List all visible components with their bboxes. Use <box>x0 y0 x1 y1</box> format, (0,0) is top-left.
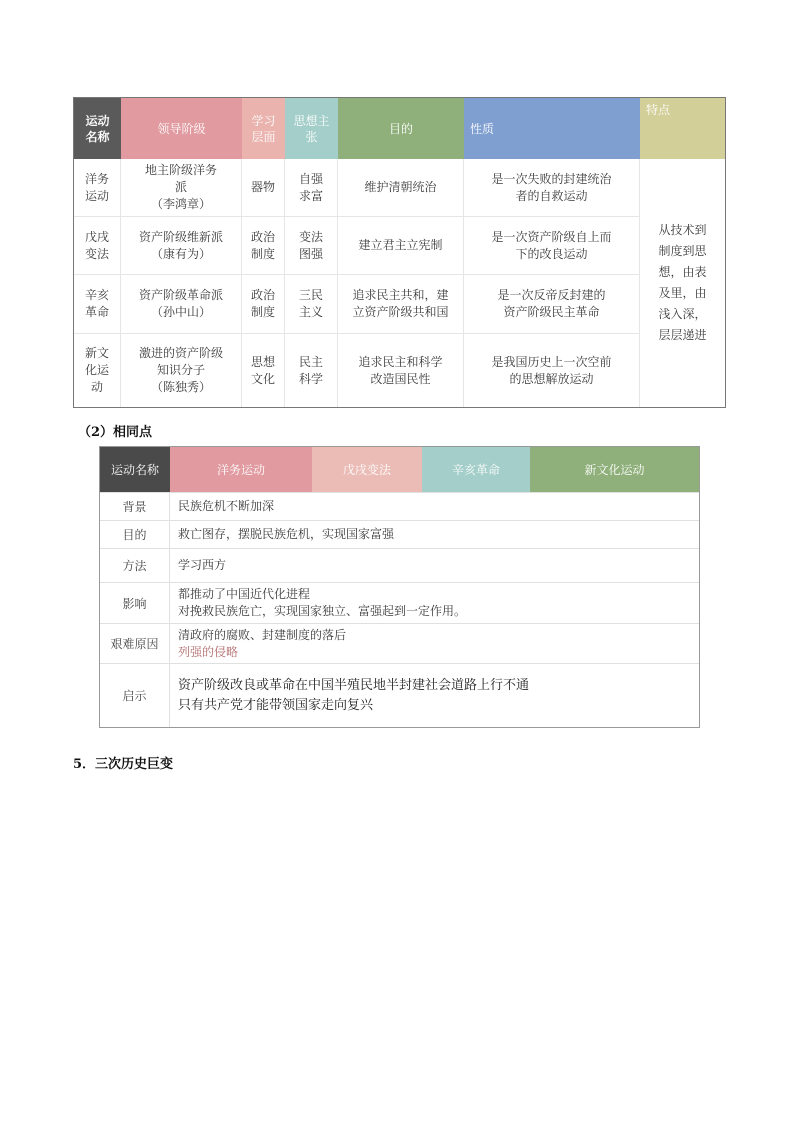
table-cell: 民主 科学 <box>285 334 338 407</box>
table-cell: 激进的资产阶级 知识分子 （陈独秀） <box>121 334 242 407</box>
comparison-table-header <box>74 98 725 159</box>
table-cell: 政治 制度 <box>242 217 285 275</box>
comparison-table <box>73 97 726 408</box>
table-cell: 资产阶级维新派 （康有为） <box>121 217 242 275</box>
column-leading-class <box>121 159 242 407</box>
table-cell: 建立君主立宪制 <box>338 217 464 275</box>
table-cell: 三民 主义 <box>285 275 338 334</box>
header-nature: 性质 <box>464 98 640 159</box>
table-row <box>100 623 699 663</box>
row-value <box>170 493 699 520</box>
similarities-table-header <box>100 447 699 492</box>
row-label: 启示 <box>100 664 170 727</box>
table-cell: 维护清朝统治 <box>338 159 464 217</box>
table-cell: 政治 制度 <box>242 275 285 334</box>
table-cell: 变法 图强 <box>285 217 338 275</box>
row-value <box>170 664 699 727</box>
table-row <box>100 663 699 727</box>
table-row <box>100 492 699 520</box>
section-title-similarities: （2）相同点 <box>78 425 153 440</box>
table-cell: 思想 文化 <box>242 334 285 407</box>
row-line: 救亡图存，摆脱民族危机，实现国家富强 <box>178 527 395 541</box>
row-label: 背景 <box>100 493 170 520</box>
header-xinhai-revolution: 辛亥革命 <box>422 447 530 492</box>
table-cell: 新文 化运 动 <box>74 334 121 407</box>
table-row <box>100 520 699 548</box>
header-movement-name: 运动名称 <box>100 447 170 492</box>
table-cell: 辛亥 革命 <box>74 275 121 334</box>
row-line: 都推动了中国近代化进程 <box>178 587 311 601</box>
row-line: 列强的侵略 <box>178 644 239 659</box>
header-movement-name: 运动 名称 <box>74 98 121 159</box>
feature-cell: 从技术到 制度到思 想，由表 及里，由 浅入深， 层层递进 <box>658 223 707 342</box>
header-idea: 思想主 张 <box>285 98 338 159</box>
table-cell: 追求民主和科学 改造国民性 <box>338 334 464 407</box>
column-goal <box>338 159 464 407</box>
row-line: 清政府的腐败、封建制度的落后 <box>178 627 347 642</box>
header-reform-1898: 戊戌变法 <box>312 447 422 492</box>
row-value <box>170 624 699 663</box>
row-label: 艰难原因 <box>100 624 170 663</box>
table-cell: 资产阶级革命派 （孙中山） <box>121 275 242 334</box>
row-line: 只有共产党才能带领国家走向复兴 <box>178 697 374 713</box>
column-learning-level <box>242 159 285 407</box>
header-new-culture: 新文化运动 <box>530 447 699 492</box>
row-label: 目的 <box>100 521 170 548</box>
table-cell: 地主阶级洋务 派 （李鸿章） <box>121 159 242 217</box>
row-value <box>170 549 699 582</box>
column-idea <box>285 159 338 407</box>
section-title-three-changes: 5．三次历史巨变 <box>73 757 174 772</box>
table-cell: 自强 求富 <box>285 159 338 217</box>
table-cell: 是我国历史上一次空前 的思想解放运动 <box>464 334 640 407</box>
row-label: 方法 <box>100 549 170 582</box>
table-cell: 器物 <box>242 159 285 217</box>
comparison-table-body <box>74 159 725 407</box>
column-movement-name <box>74 159 121 407</box>
row-line: 民族危机不断加深 <box>178 499 275 513</box>
row-label: 影响 <box>100 583 170 623</box>
table-row <box>100 548 699 582</box>
row-value <box>170 583 699 623</box>
table-cell: 是一次失败的封建统治 者的自救运动 <box>464 159 640 217</box>
table-cell: 追求民主共和，建 立资产阶级共和国 <box>338 275 464 334</box>
table-row <box>100 582 699 623</box>
header-goal: 目的 <box>338 98 464 159</box>
similarities-table <box>99 446 700 728</box>
row-line: 学习西方 <box>178 558 227 572</box>
header-feature: 特点 <box>640 98 725 159</box>
column-nature <box>464 159 640 407</box>
row-line: 资产阶级改良或革命在中国半殖民地半封建社会道路上行不通 <box>178 677 530 693</box>
header-learning-level: 学习 层面 <box>242 98 285 159</box>
header-leading-class: 领导阶级 <box>121 98 242 159</box>
table-cell: 洋务 运动 <box>74 159 121 217</box>
table-cell: 是一次反帝反封建的 资产阶级民主革命 <box>464 275 640 334</box>
table-cell: 是一次资产阶级自上而 下的改良运动 <box>464 217 640 275</box>
row-line: 对挽救民族危亡，实现国家独立、富强起到一定作用。 <box>178 604 467 618</box>
row-value <box>170 521 699 548</box>
header-self-strengthening: 洋务运动 <box>170 447 312 492</box>
table-cell: 戊戌 变法 <box>74 217 121 275</box>
